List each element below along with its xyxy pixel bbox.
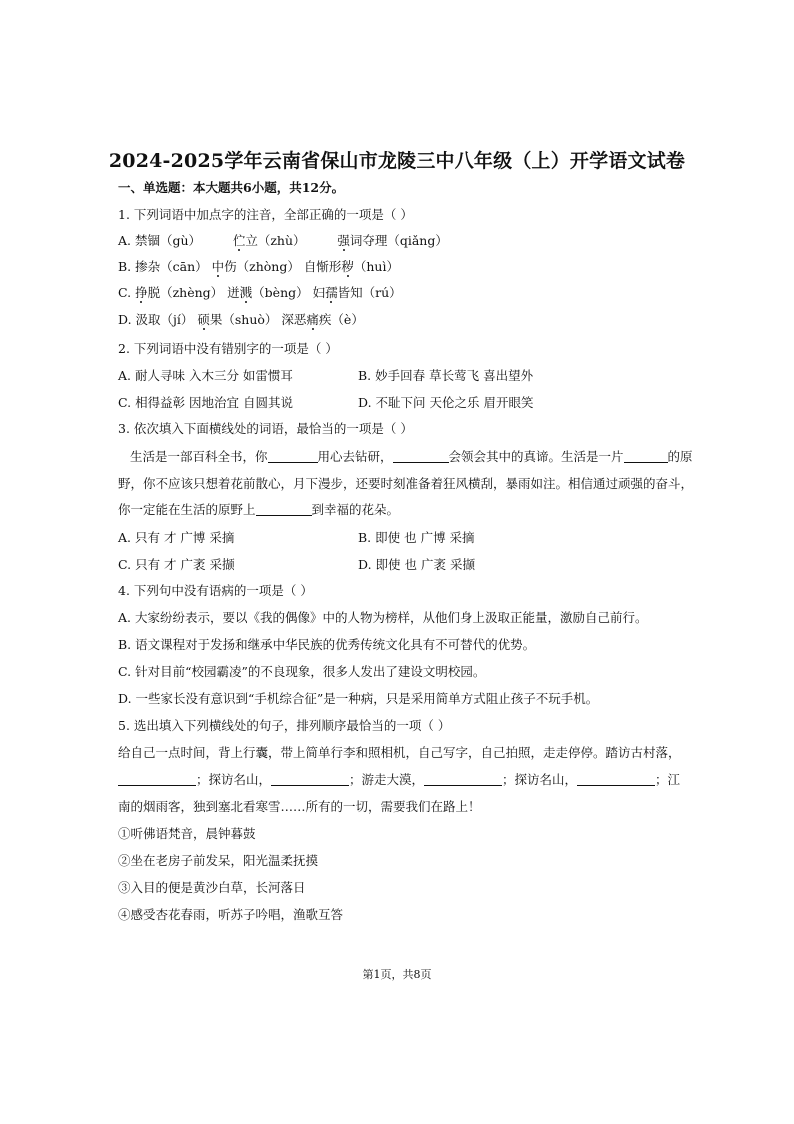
q1-d-pre: D. 汲取（jí） (118, 312, 198, 327)
q5-passage-line1: 给自己一点时间，背上行囊，带上简单行李和照相机，自己写字，自己拍照，走走停停。踏访古村落， (118, 745, 681, 760)
q1-c-dot1: 挣 (135, 285, 148, 300)
q5-option-4: ④感受杏花春雨，听苏子吟唱，渔歌互答 (118, 907, 344, 922)
q2-option-c: C. 相得益彰 因地治宜 自圆其说 (118, 395, 294, 410)
q4-option-a: A. 大家纷纷表示，要以《我的偶像》中的人物为榜样，从他们身上汲取正能量，激励自己前行。 (118, 610, 648, 625)
q3-option-b: B. 即使 也 广博 采摘 (358, 530, 475, 545)
q5-blank-4 (577, 773, 655, 786)
q5-s3: ；探访名山， (502, 772, 578, 787)
q3-p1b: 用心去钻研， (317, 449, 393, 464)
q1-b-pre: B. 掺杂（cān） (118, 259, 212, 274)
q1-b-dot2: 秽 (341, 259, 354, 274)
q5-blank-2 (271, 773, 349, 786)
q5-stem: 5. 选出填入下列横线处的句子，排列顺序最恰当的一项（ ） (118, 718, 451, 733)
page-footer: 第1页，共8页 (362, 968, 432, 981)
q4-option-c: C. 针对目前“校园霸凌”的不良现象，很多人发出了建设文明校园。 (118, 664, 486, 679)
q1-b-mid: 伤（zhòng） 自惭形 (224, 259, 342, 274)
q1-d-dot1: 硕 (197, 312, 210, 327)
q3-blank-1 (268, 450, 318, 463)
q5-s1: ；探访名山， (196, 772, 272, 787)
q5-passage-line2 (118, 772, 680, 788)
q3-blank-2 (393, 450, 449, 463)
q5-blank-1 (118, 773, 196, 786)
q1-stem: 1. 下列词语中加点字的注音，全部正确的一项是（ ） (118, 207, 413, 222)
q1-c-post: 皆知（rú） (337, 285, 402, 300)
q3-p1d: 的原 (667, 449, 693, 464)
q5-option-1: ①听佛语梵音，晨钟暮鼓 (118, 826, 256, 841)
q1-c-mid2: （bèng） 妇 (252, 285, 326, 300)
q3-option-d: D. 即使 也 广袤 采撷 (358, 557, 475, 572)
q5-s4: ；江 (655, 772, 681, 787)
q5-passage-line3: 南的烟雨客，独到塞北看寒雪……所有的一切，需要我们在路上！ (118, 799, 481, 814)
q3-p1a: 生活是一部百科全书，你 (130, 449, 268, 464)
q3-blank-3 (624, 450, 668, 463)
q5-option-3: ③入目的便是黄沙白草，长河落日 (118, 880, 306, 895)
q3-option-c: C. 只有 才 广袤 采撷 (118, 557, 235, 572)
q1-c-dot3: 孺 (325, 285, 338, 300)
q3-passage-line3 (118, 502, 399, 518)
q3-passage-line1 (130, 449, 693, 465)
q4-stem: 4. 下列句中没有语病的一项是（ ） (118, 583, 313, 598)
q5-option-2: ②坐在老房子前发呆，阳光温柔抚摸 (118, 853, 319, 868)
q3-p3b: 到幸福的花朵。 (311, 502, 400, 517)
q1-b-dot1: 中 (211, 259, 225, 274)
q1-option-c (118, 285, 402, 301)
q5-blank-3 (424, 773, 502, 786)
q5-s2: ；游走大漠， (349, 772, 425, 787)
q3-option-a: A. 只有 才 广博 采摘 (118, 530, 235, 545)
q1-option-d (118, 312, 364, 328)
q1-c-mid1: 脱（zhèng） 迸 (147, 285, 240, 300)
q1-c-pre: C. (118, 285, 136, 300)
q3-blank-4 (256, 503, 312, 516)
q1-d-dot2: 痛 (306, 312, 319, 327)
q1-b-post: （huì） (353, 259, 399, 274)
q1-c-dot2: 溅 (239, 285, 253, 300)
exam-title: 2024-2025学年云南省保山市龙陵三中八年级（上）开学语文试卷 (108, 150, 686, 172)
q4-option-b: B. 语文课程对于发扬和继承中华民族的优秀传统文化具有不可替代的优势。 (118, 637, 536, 652)
q1-option-a: A. 禁锢（gù） 伫立（zhù） 强词夺理（qiǎng） (118, 233, 448, 248)
q1-d-post: 疾（è） (318, 312, 364, 327)
q3-passage-line2: 野，你不应该只想着花前散心，月下漫步，还要时刻准备着狂风横刮，暴雨如注。相信通过顽强的奋斗， (118, 476, 694, 491)
q3-stem: 3. 依次填入下面横线处的词语，最恰当的一项是（ ） (118, 421, 413, 436)
q2-option-b: B. 妙手回春 草长莺飞 喜出望外 (358, 368, 534, 383)
q3-p1c: 会领会其中的真谛。生活是一片 (448, 449, 624, 464)
q1-d-mid: 果（shuò） 深恶 (209, 312, 307, 327)
q2-option-a: A. 耐人寻味 入木三分 如雷惯耳 (118, 368, 293, 383)
q2-stem: 2. 下列词语中没有错别字的一项是（ ） (118, 341, 338, 356)
q1-option-b (118, 259, 399, 275)
q4-option-d: D. 一些家长没有意识到“手机综合征”是一种病，只是采用简单方式阻止孩子不玩手机。 (118, 691, 599, 706)
q3-p3a: 你一定能在生活的原野上 (118, 502, 256, 517)
q2-option-d: D. 不耻下问 天伦之乐 眉开眼笑 (358, 395, 534, 410)
section-heading: 一、单选题：本大题共6小题，共12分。 (118, 180, 345, 195)
